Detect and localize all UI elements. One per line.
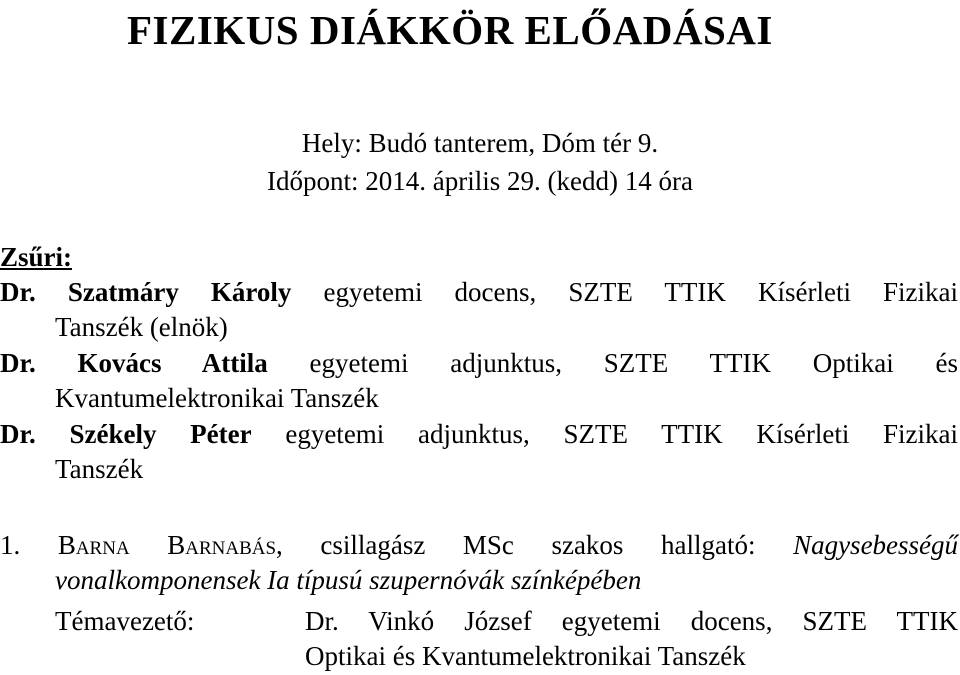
jury-member <box>0 417 958 487</box>
member-prefix: Dr. <box>0 348 36 378</box>
location-line: Hely: Budó tanterem, Dóm tér 9. <box>301 128 659 158</box>
member-prefix: Dr. <box>0 277 36 307</box>
member-affiliation-cont: Tanszék <box>55 454 144 484</box>
member-affiliation-cont: Tanszék (elnök) <box>55 312 228 342</box>
member-name: Kovács Attila <box>77 348 268 378</box>
jury-member <box>0 346 958 416</box>
talk-number: 1. <box>0 530 21 560</box>
jury-member <box>0 275 958 345</box>
member-affiliation-cont: Kvantumelektronikai Tanszék <box>55 383 379 413</box>
jury-member-line <box>0 346 958 381</box>
jury-heading: Zsűri: <box>0 242 73 272</box>
talk-title: Nagysebességű <box>793 530 959 560</box>
jury-member-line <box>0 275 958 310</box>
member-prefix: Dr. <box>0 419 36 449</box>
talk-speaker: Barna Barnabás <box>57 530 277 560</box>
member-affiliation: egyetemi adjunktus, SZTE TTIK Kísérleti Fizikai <box>285 419 959 449</box>
supervisor-text: Dr. Vinkó József egyetemi docens, SZTE TTIK <box>305 606 958 636</box>
member-name: Székely Péter <box>69 419 252 449</box>
talk-speaker-role: , csillagász MSc szakos hallgató: <box>276 530 756 560</box>
jury-member-line <box>0 417 958 452</box>
supervisor-block <box>0 604 958 674</box>
time-line: Időpont: 2014. április 29. (kedd) 14 óra <box>267 166 693 196</box>
member-affiliation: egyetemi docens, SZTE TTIK Kísérleti Fizikai <box>323 277 959 307</box>
page-title: FIZIKUS DIÁKKÖR ELŐADÁSAI <box>127 7 773 53</box>
supervisor-label: Témavezető: <box>55 606 195 636</box>
supervisor-text-cont: Optikai és Kvantumelektronikai Tanszék <box>305 641 746 671</box>
talk-entry <box>0 528 958 598</box>
talk-title-cont: vonalkomponensek Ia típusú szupernóvák színképében <box>55 565 642 595</box>
member-name: Szatmáry Károly <box>67 277 292 307</box>
member-affiliation: egyetemi adjunktus, SZTE TTIK Optikai és <box>309 348 958 378</box>
talk-line <box>0 528 958 563</box>
